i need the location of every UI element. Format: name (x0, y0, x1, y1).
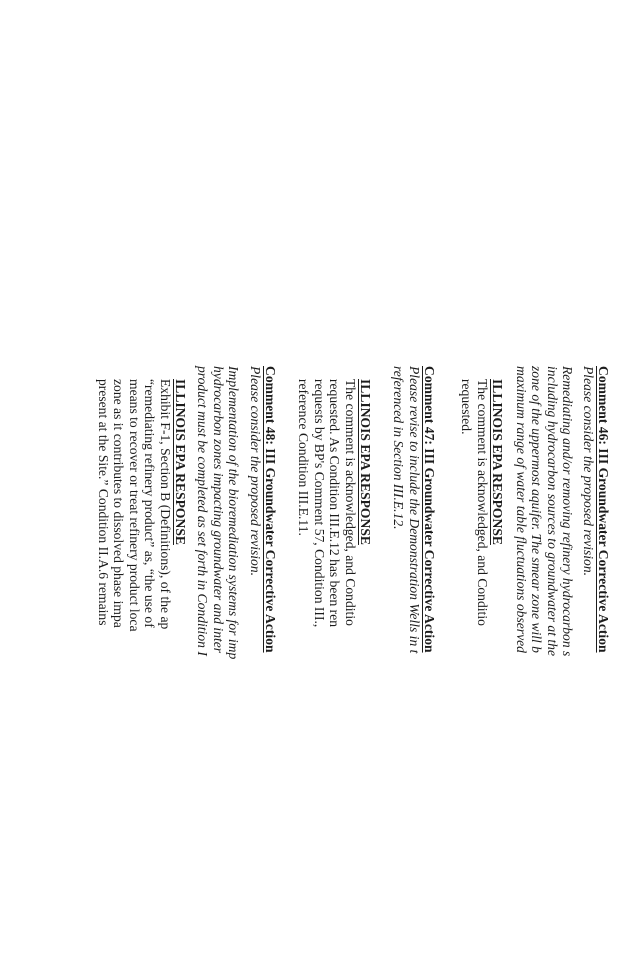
comment-46-body-line: maximum range of water table fluctuations observed (513, 366, 529, 653)
comment-47-request-line: Please revise to include the Demonstration Wells in t (406, 366, 422, 654)
comment-48-response-heading: ILLINOIS EPA RESPONSE (173, 379, 188, 545)
comment-47-request-line: referenced in Section III.E.12. (391, 366, 407, 530)
comment-46-request: Please consider the proposed revision. (580, 366, 596, 577)
comment-46-heading: Comment 46: III Groundwater Corrective Action (596, 366, 611, 653)
comment-48-heading: Comment 48: III Groundwater Corrective Action (263, 366, 278, 653)
comment-48-response-line: Exhibit F-1, Section B (Definitions), of the ap (157, 379, 173, 630)
comment-47-response-heading: ILLINOIS EPA RESPONSE (358, 379, 373, 545)
comment-46-body (513, 366, 575, 656)
comment-47-heading: Comment 47: III Groundwater Corrective Action (422, 366, 437, 653)
comment-48-request: Please consider the proposed revision. (247, 366, 263, 577)
comment-48-response (96, 366, 188, 632)
comment-48-response-line: “remediating refinery product” as, “the use of (142, 379, 158, 628)
comment-46-response-line: The comment is acknowledged, and Conditio (474, 379, 490, 626)
comment-46-response-line: requested. (459, 379, 475, 435)
comment-46-body-line: including hydrocarbon sources to groundwater at the (544, 366, 560, 656)
comment-46-response (459, 366, 505, 626)
comment-47-response-line: requests by BP's Comment 57, Condition III., (311, 379, 327, 628)
rotated-document-page (91, 366, 611, 966)
comment-47-response-line: The comment is acknowledged, and Conditio (342, 379, 358, 626)
comment-48-response-line: present at the Site.” Condition II.A.6 remains (95, 379, 111, 626)
comment-48-body (195, 366, 241, 659)
comment-48-response-line: zone as it contributes to dissolved phase impa (111, 379, 127, 628)
comment-48-body-line: product must be completed as set forth in Condition I (195, 366, 211, 656)
comment-47-response (296, 366, 373, 627)
comment-46-body-line: Remediating and/or removing refinery hydrocarbon s (560, 366, 575, 657)
comment-48 (247, 366, 278, 653)
comment-48-body-line: Implementation of the bioremediation systems for imp (226, 366, 241, 660)
comment-47-response-line: reference Condition III.E.11. (296, 379, 312, 536)
comment-47 (391, 366, 437, 653)
comment-47-response-line: requested. As Condition III.E.12 has been ren (327, 379, 343, 628)
comment-46 (580, 366, 611, 653)
comment-46-body-line: zone of the uppermost aquifer. The smear zone will b (529, 366, 545, 653)
comment-46-response-heading: ILLINOIS EPA RESPONSE (490, 379, 505, 545)
comment-48-body-line: hydrocarbon zones impacting groundwater and inter (210, 366, 226, 654)
comment-48-response-line: means to recover or treat refinery product loca (126, 379, 142, 632)
